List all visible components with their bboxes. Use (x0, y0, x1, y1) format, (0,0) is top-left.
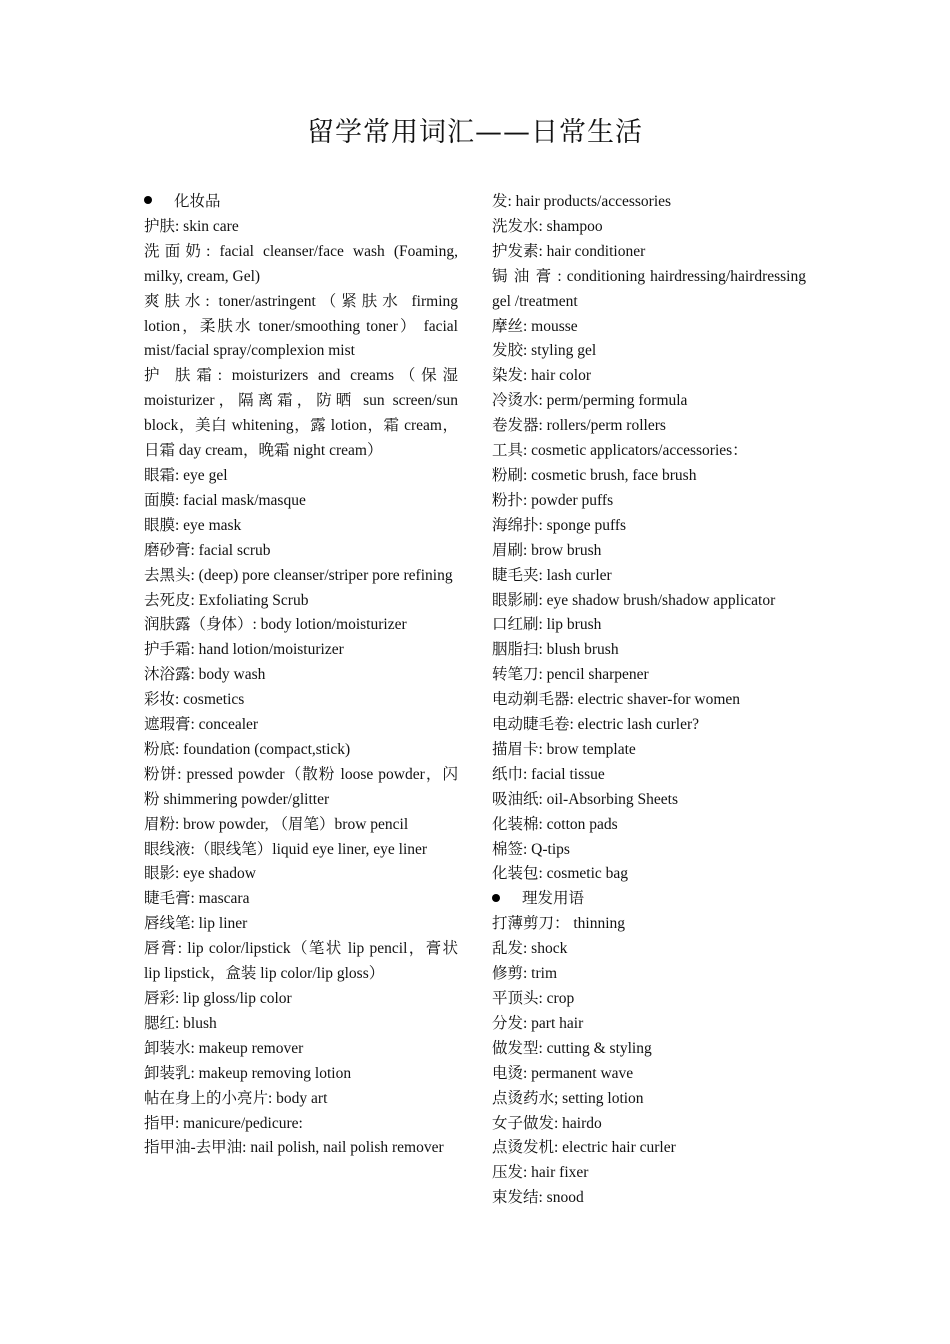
section-heading-label: 理发用语 (522, 890, 585, 908)
vocab-entry: 摩丝: mousse (492, 317, 578, 335)
vocab-entry: 吸油纸: oil-Absorbing Sheets (492, 790, 678, 808)
vocab-entry: 沐浴露: body wash (144, 666, 266, 684)
vocab-entry: 纸巾: facial tissue (492, 765, 605, 783)
vocab-entry: 粉饼: pressed powder（散粉 loose powder，闪粉 shimmering powder/glitter (144, 765, 458, 808)
vocab-entry: 卸装水: makeup remover (144, 1039, 304, 1057)
vocab-entry: 眉刷: brow brush (492, 541, 602, 559)
vocab-entry: 电动睫毛卷: electric lash curler? (492, 716, 700, 734)
vocab-entry: 唇膏: lip color/lipstick（笔状 lip pencil，膏状 lip lipstick，盒装 lip color/lip gloss） (144, 940, 458, 983)
vocab-entry: 护手霜: hand lotion/moisturizer (144, 641, 344, 659)
vocab-entry: 卸装乳: makeup removing lotion (144, 1064, 352, 1082)
vocab-entry: 眼霜: eye gel (144, 466, 228, 484)
vocab-entry: 发胶: styling gel (492, 342, 597, 360)
vocab-entry: 眼线液:（眼线笔）liquid eye liner, eye liner (144, 840, 428, 858)
vocab-entry: 遮瑕膏: concealer (144, 716, 259, 734)
vocab-entry: 乱发: shock (492, 940, 568, 958)
vocab-entry: 睫毛夹: lash curler (492, 566, 612, 584)
vocab-entry: 洗面奶: facial cleanser/face wash (Foaming, milky, cream, Gel) (144, 242, 458, 285)
vocab-entry: 化装棉: cotton pads (492, 815, 618, 833)
vocab-entry: 唇线笔: lip liner (144, 915, 248, 933)
vocab-entry: 锔 油 膏 : conditioning hairdressing/hairdressing gel /treatment (492, 267, 806, 310)
vocab-entry: 描眉卡: brow template (492, 740, 636, 758)
vocab-entry: 工具: cosmetic applicators/accessories： (492, 442, 748, 460)
vocab-entry: 转笔刀: pencil sharpener (492, 666, 649, 684)
section-heading-label: 化妆品 (174, 193, 221, 210)
vocab-entry: 压发: hair fixer (492, 1164, 589, 1182)
vocab-entry: 做发型: cutting & styling (492, 1039, 652, 1057)
vocab-entry: 护肤: skin care (144, 217, 239, 235)
vocab-entry: 卷发器: rollers/perm rollers (492, 417, 666, 435)
right-column (492, 190, 806, 1211)
vocab-entry: 眼影: eye shadow (144, 865, 256, 883)
vocab-entry: 护发素: hair conditioner (492, 242, 646, 260)
vocab-entry: 电动剃毛器: electric shaver-for women (492, 691, 741, 709)
vocab-entry: 海绵扑: sponge puffs (492, 516, 627, 534)
vocab-entry: 打薄剪刀： thinning (492, 915, 626, 933)
vocab-entry: 点烫发机: electric hair curler (492, 1139, 676, 1157)
vocab-entry: 帖在身上的小亮片: body art (144, 1089, 328, 1107)
vocab-entry: 修剪: trim (492, 965, 558, 983)
vocab-entry: 润肤露（身体）: body lotion/moisturizer (144, 616, 407, 634)
vocab-entry: 粉扑: powder puffs (492, 491, 614, 509)
left-column (144, 190, 458, 1161)
vocab-entry: 冷烫水: perm/perming formula (492, 392, 688, 410)
vocab-entry: 眼膜: eye mask (144, 516, 242, 534)
vocab-entry: 胭脂扫: blush brush (492, 641, 619, 659)
vocab-entry: 发: hair products/accessories (492, 193, 672, 210)
bullet-icon (492, 894, 500, 902)
vocab-entry: 指甲: manicure/pedicure: (144, 1114, 303, 1132)
vocab-entry: 护 肤霜: moisturizers and creams（保湿 moisturizer，隔离霜，防晒 sun screen/sun block，美白 whitening，露 lotion，霜 cream，日霜 day cream，晚霜 night cream） (144, 367, 458, 460)
vocab-entry: 点烫药水; setting lotion (492, 1089, 644, 1107)
vocab-entry: 去死皮: Exfoliating Scrub (144, 591, 309, 609)
vocab-entry: 腮红: blush (144, 1014, 217, 1032)
vocab-entry: 分发: part hair (492, 1014, 584, 1032)
page-title: 留学常用词汇——日常生活 (307, 117, 643, 148)
vocab-entry: 粉刷: cosmetic brush, face brush (492, 466, 697, 484)
vocab-entry: 平顶头: crop (492, 990, 575, 1007)
vocab-entry: 束发结: snood (492, 1189, 584, 1207)
right-entry-list-haircut (492, 912, 806, 1211)
vocab-entry: 爽肤水: toner/astringent（紧肤水 firming lotion，柔肤水 toner/smoothing toner） facial mist/facial spray/complexion mist (144, 292, 458, 360)
vocab-entry: 染发: hair color (492, 367, 592, 385)
vocab-entry: 电烫: permanent wave (492, 1064, 634, 1082)
vocab-entry: 眼影刷: eye shadow brush/shadow applicator (492, 591, 776, 609)
right-entry-list (492, 190, 806, 887)
left-entry-list (144, 215, 458, 1161)
vocab-entry: 眉粉: brow powder, （眉笔）brow pencil (144, 815, 409, 833)
vocab-entry: 化装包: cosmetic bag (492, 865, 629, 883)
vocab-entry: 去黑头: (deep) pore cleanser/striper pore refining (144, 566, 453, 584)
vocab-entry: 面膜: facial mask/masque (144, 491, 306, 509)
vocab-entry: 棉签: Q-tips (492, 840, 570, 858)
vocab-entry: 唇彩: lip gloss/lip color (144, 990, 292, 1007)
vocab-entry: 洗发水: shampoo (492, 217, 603, 235)
vocab-entry: 女子做发: hairdo (492, 1114, 602, 1132)
vocab-entry: 指甲油-去甲油: nail polish, nail polish remover (144, 1139, 444, 1157)
vocab-entry: 粉底: foundation (compact,stick) (144, 740, 351, 758)
section-heading-haircut (492, 887, 806, 912)
bullet-icon (144, 196, 152, 204)
vocab-entry: 磨砂膏: facial scrub (144, 541, 271, 559)
section-heading-cosmetics (144, 190, 458, 215)
vocab-entry: 彩妆: cosmetics (144, 691, 245, 709)
vocab-entry: 睫毛膏: mascara (144, 890, 250, 908)
vocab-entry: 口红刷: lip brush (492, 616, 602, 634)
